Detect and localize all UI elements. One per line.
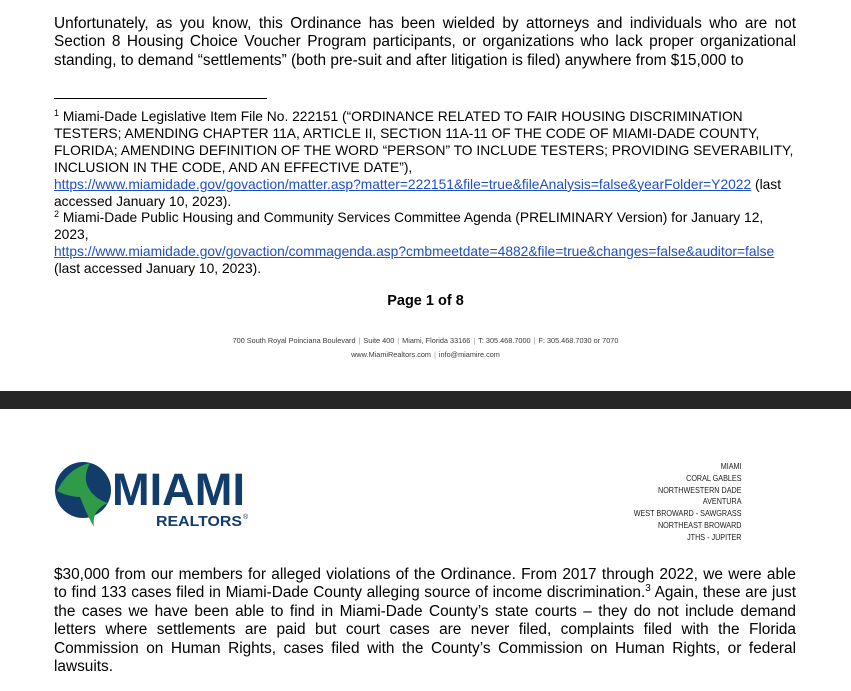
footer-suite: Suite 400 <box>363 336 395 345</box>
office-locations-list <box>619 461 742 544</box>
office-location: CORAL GABLES <box>686 473 742 483</box>
paragraph-text: Again, these are just the cases we have been able to find in Miami-Dade County’s state courts – they do not include demand letters where settlements are paid but court cases are never filed, complaints filed with the Florida Commission on Human Rights, cases filed with the County’s Commission on Human Rights, or federal lawsuits. <box>54 584 796 676</box>
paragraph-text: $30,000 from our members for alleged violations of the Ordinance. From 2017 through 2022, we were able to find 133 cases filed in Miami-Dade County alleging source of income discrimination. <box>54 566 796 602</box>
footnote-1 <box>54 109 796 210</box>
office-location: NORTHWESTERN DADE <box>658 485 742 495</box>
footer-email: info@miamire.com <box>438 350 500 359</box>
footnote-accessed: (last accessed January 10, 2023). <box>54 176 782 209</box>
office-location: NORTHEAST BROWARD <box>658 520 742 530</box>
footer-phone: T: 305.468.7000 <box>478 336 531 345</box>
miami-realtors-logo <box>54 461 254 533</box>
footer-fax: F: 305.468.7030 or 7070 <box>538 336 619 345</box>
footnote-2 <box>54 210 796 278</box>
office-location: MIAMI <box>721 462 742 471</box>
office-location: JTHS - JUPITER <box>687 532 742 542</box>
document-page-2 <box>0 409 851 691</box>
page-separator <box>0 391 851 409</box>
footer-contact-line: www.MiamiRealtors.com | info@miamire.com <box>351 350 500 359</box>
footer-street: 700 South Royal Poinciana Boulevard <box>232 336 356 345</box>
footnote-marker: 2 <box>54 209 60 219</box>
footer-address-line: 700 South Royal Poinciana Boulevard | Suite 400 | Miami, Florida 33166 | T: 305.468.7000 | F: 305.468.7030 or 7070 <box>232 336 619 345</box>
logo-registered-mark: ® <box>243 514 249 521</box>
body-paragraph-continued <box>54 566 796 676</box>
footnote-marker: 1 <box>54 108 60 118</box>
footnote-text: Miami-Dade Public Housing and Community Services Committee Agenda (PRELIMINARY Version) for January 12, 2023, <box>54 210 764 242</box>
footnote-2-link[interactable]: https://www.miamidade.gov/govaction/commagenda.asp?cmbmeetdate=4882&file=true&changes=false&auditor=false <box>54 243 775 259</box>
footer-city: Miami, Florida 33166 <box>402 336 471 345</box>
footnote-text: Miami-Dade Legislative Item File No. 222151 (“ORDINANCE RELATED TO FAIR HOUSING DISCRIMINATION TESTERS; AMENDING CHAPTER 11A, ARTICLE II, SECTION 11A-11 OF THE CODE OF MIAMI-DADE COUNTY, FLORIDA; AMENDING DEFINITION OF THE WORD “PERSON” TO INCLUDE TESTERS; PROVIDING SEVERABILITY, INCLUSION IN THE CODE, AND AN EFFECTIVE DATE”), <box>54 109 794 175</box>
footnote-reference-3: 3 <box>645 583 651 595</box>
footer-website: www.MiamiRealtors.com <box>351 350 432 359</box>
logo-wordmark: MIAMI <box>112 464 245 515</box>
office-location: WEST BROWARD - SAWGRASS <box>634 509 742 519</box>
footnote-1-link[interactable]: https://www.miamidade.gov/govaction/matter.asp?matter=222151&file=true&fileAnalysis=false&yearFolder=Y2022 <box>54 176 752 192</box>
logo-subtitle: REALTORS <box>156 513 242 530</box>
page-number: Page 1 of 8 <box>387 293 464 309</box>
footnote-accessed: (last accessed January 10, 2023). <box>54 260 262 276</box>
office-location: AVENTURA <box>703 497 742 507</box>
footnote-separator <box>54 98 267 99</box>
body-paragraph: Unfortunately, as you know, this Ordinance has been wielded by attorneys and individuals who are not Section 8 Housing Choice Voucher Program participants, or organizations who lack proper organizational standing, to demand “settlements” (both pre-suit and after litigation is filed) anywhere from $15,000 to <box>54 15 796 69</box>
